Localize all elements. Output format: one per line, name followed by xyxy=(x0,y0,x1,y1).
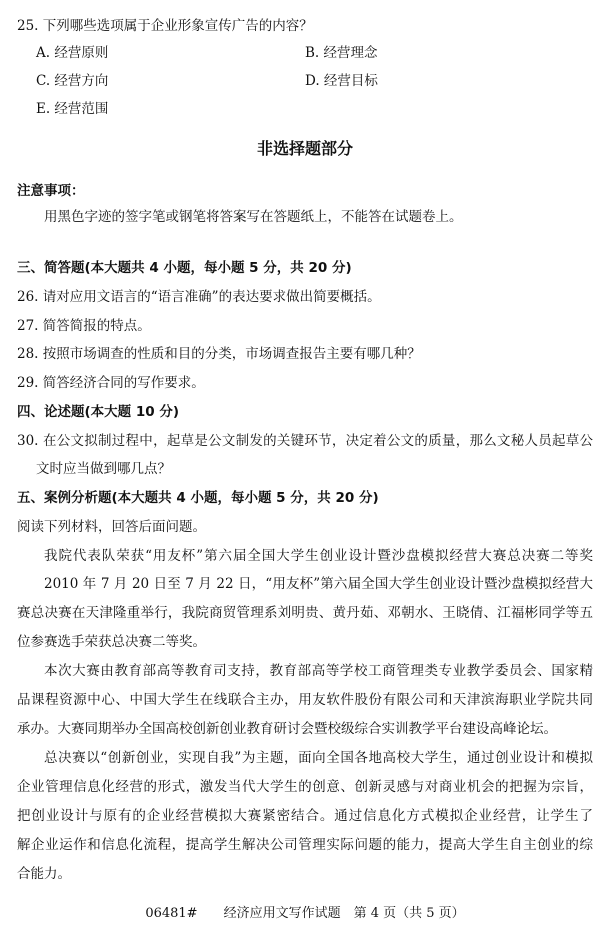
section4-heading: 四、论述题(本大题 10 分) xyxy=(17,404,180,420)
page-footer: 06481# 经济应用文写作试题 第 4 页（共 5 页） xyxy=(145,906,465,921)
question-29: 29. 简答经济合同的写作要求。 xyxy=(17,375,205,391)
article-p2-line-1: 本次大赛由教育部高等教育司支持，教育部高等学校工商管理类专业教学委员会、国家精 xyxy=(44,663,593,679)
article-p3-line-1: 总决赛以“创新创业，实现自我”为主题，面向全国各地高校大学生，通过创业设计和模拟 xyxy=(44,750,593,766)
article-p3-line-4: 解企业运作和信息化流程，提高学生解决公司管理实际问题的能力，提高大学生自主创业的综 xyxy=(17,837,593,853)
article-p2-line-3: 承办。大赛同期举办全国高校创新创业教育研讨会暨校级综合实训教学平台建设高峰论坛。 xyxy=(17,721,557,737)
article-p1-line-2: 赛总决赛在天津隆重举行，我院商贸管理系刘明贵、黄丹茹、邓朝水、王晓倩、江福彬同学等五 xyxy=(17,605,593,621)
article-p3-line-2: 企业管理信息化经营的形式，激发当代大学生的创意、创新灵感与对商业机会的把握为宗旨， xyxy=(17,779,593,795)
notes-text: 用黑色字迹的签字笔或钢笔将答案写在答题纸上，不能答在试题卷上。 xyxy=(44,209,463,225)
article-p3-line-3: 把创业设计与原有的企业经营模拟大赛紧密结合。通过信息化方式模拟企业经营，让学生了 xyxy=(17,808,593,824)
question-30-line-1: 30. 在公文拟制过程中，起草是公文制发的关键环节，决定着公文的质量，那么文秘人员起草公 xyxy=(17,433,593,449)
q25-option-e: E. 经营范围 xyxy=(36,101,109,117)
article-p1-line-1: 2010 年 7 月 20 日至 7 月 22 日，“用友杯”第六届全国大学生创业设计暨沙盘模拟经营大 xyxy=(44,576,593,592)
q25-stem: 25. 下列哪些选项属于企业形象宣传广告的内容？ xyxy=(17,18,313,34)
article-p3-line-5: 合能力。 xyxy=(17,866,71,882)
q25-option-d: D. 经营目标 xyxy=(305,73,378,89)
question-27: 27. 简答简报的特点。 xyxy=(17,318,151,334)
question-26: 26. 请对应用文语言的“语言准确”的表达要求做出简要概括。 xyxy=(17,289,381,305)
article-p2-line-2: 品课程资源中心、中国大学生在线联合主办，用友软件股份有限公司和天津滨海职业学院共同 xyxy=(17,692,593,708)
notes-heading: 注意事项： xyxy=(17,183,85,199)
article-p1-line-3: 位参赛选手荣获总决赛二等奖。 xyxy=(17,634,206,650)
article-title: 我院代表队荣获“用友杯”第六届全国大学生创业设计暨沙盘模拟经营大赛总决赛二等奖 xyxy=(44,548,593,564)
q25-option-a: A. 经营原则 xyxy=(36,45,109,61)
section3-heading: 三、简答题(本大题共 4 小题，每小题 5 分，共 20 分) xyxy=(17,260,352,276)
q25-option-b: B. 经营理念 xyxy=(305,45,378,61)
q25-option-c: C. 经营方向 xyxy=(36,73,109,89)
section5-heading: 五、案例分析题(本大题共 4 小题，每小题 5 分，共 20 分) xyxy=(17,490,379,506)
case-intro: 阅读下列材料，回答后面问题。 xyxy=(17,519,206,535)
question-28: 28. 按照市场调查的性质和目的分类，市场调查报告主要有哪几种？ xyxy=(17,346,421,362)
question-30-line-2: 文时应当做到哪几点？ xyxy=(36,461,171,477)
section-title: 非选择题部分 xyxy=(256,139,353,158)
